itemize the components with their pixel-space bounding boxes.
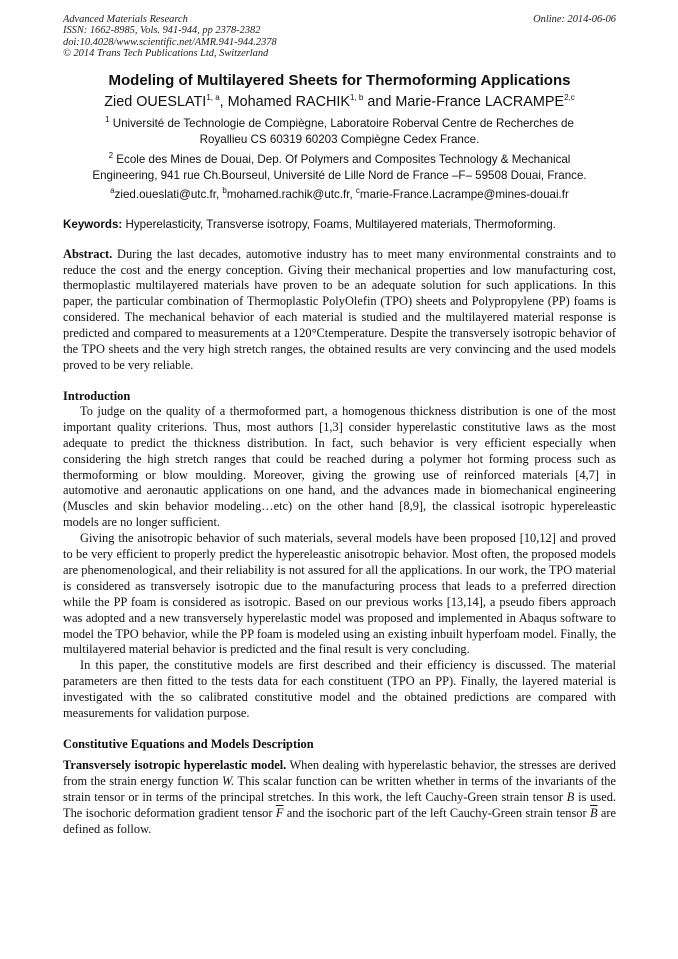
symbol-B: B	[566, 789, 575, 804]
journal-name: Advanced Materials Research	[63, 14, 188, 25]
constitutive-text-3: is used. The isochoric deformation gradient tensor	[63, 789, 616, 820]
doi-line: doi:10.4028/www.scientific.net/AMR.941-944.2378	[63, 36, 277, 48]
online-date: Online: 2014-06-06	[533, 14, 616, 25]
constitutive-text-5: are defined as follow.	[63, 805, 617, 836]
email-line	[63, 187, 616, 203]
introduction-paragraph-1: To judge on the quality of a thermoformed part, a homogenous thickness distribution is one of the most important quality criterions. Thus, most authors [1,3] consider hyperelastic constitutive laws as the most adequate to predict the thickness distribution. In fact, such behavior is very efficient especially when considering the high stretch ranges that could be reached during a polymer hot forming process such as thermoforming or blow moulding. Moreover, giving the growing use of reinforced materials [4,7] in automotive and aeronautic applications on one hand, and the advances made in biomechanical engineering (Muscles and skin behavior modeling…etc) on the other hand [8,9], the classical isotropic hypereleastic models are no longer sufficient.	[63, 403, 616, 530]
email-a[interactable]: zied.oueslati@utc.fr,	[114, 187, 223, 201]
abstract-label: Abstract.	[63, 246, 113, 261]
affiliation-1-line1: Université de Technologie de Compiègne, Laboratoire Roberval Centre de Recherches de	[109, 116, 574, 130]
author-2: , Mohamed RACHIK	[219, 93, 351, 110]
author-1-affil: 1, a	[206, 92, 220, 102]
keywords	[63, 217, 616, 233]
author-list	[63, 92, 616, 112]
affiliation-2	[63, 152, 616, 184]
symbol-F-bar: $\overline{F}$	[275, 805, 284, 820]
subsection-label: Transversely isotropic hyperelastic model.	[63, 758, 287, 772]
affiliation-1-line2: Royallieu CS 60319 60203 Compiègne Cedex France.	[199, 132, 480, 146]
author-3: and Marie-France LACRAMPE	[363, 93, 565, 110]
constitutive-text-4: and the isochoric part of the left Cauchy-Green strain tensor	[283, 805, 590, 820]
email-b[interactable]: mohamed.rachik@utc.fr,	[226, 187, 356, 201]
introduction-paragraph-3: In this paper, the constitutive models are first described and their efficiency is discussed. The material parameters are then fitted to the tests data for each constituent (TPO an PP). Finally, the layered material is investigated with the so calibrated constitutive model and the obtained predictions are compared with measurements for validation purpose.	[63, 658, 616, 721]
keywords-label: Keywords:	[63, 217, 123, 231]
symbol-W: W.	[222, 773, 235, 788]
constitutive-text-2: This scalar function can be written whether in terms of the invariants of the strain tensor or in terms of the principal stretches. In this work, the left Cauchy-Green strain tensor	[63, 773, 616, 804]
keywords-text: Hyperelasticity, Transverse isotropy, Foams, Multilayered materials, Thermoforming.	[122, 217, 556, 231]
copyright-line: © 2014 Trans Tech Publications Ltd, Switzerland	[63, 48, 269, 60]
issn-line: ISSN: 1662-8985, Vols. 941-944, pp 2378-2382	[63, 25, 261, 37]
affiliation-2-line2: Engineering, 941 rue Ch.Bourseul, Université de Lille Nord de France –F– 59508 Douai, France.	[92, 168, 587, 182]
abstract-text: During the last decades, automotive industry has to meet many environmental constraints and to reduce the cost and the energy conception. Giving their mechanical properties and low manufacturing cost, thermoplastic multilayered materials have proven to be an adequate solution for such applications. In this paper, the particular combination of Thermoplastic PolyOlefin (TPO) sheets and Polypropylene (PP) foams is considered. The mechanical behavior of each material is studied and the multilayered material response is predicted and compared to measurements at a 120°Ctemperature. Despite the transversely isotropic behavior of the TPO sheets and the very high stretch ranges, the obtained results are very convincing and the used models proved to be very reliable.	[63, 246, 616, 372]
constitutive-text-1: When dealing with hyperelastic behavior, the stresses are derived from the strain energy function	[63, 758, 616, 788]
email-c-mark: c	[355, 185, 360, 195]
affiliation-2-line1: Ecole des Mines de Douai, Dep. Of Polymers and Composites Technology & Mechanical	[113, 152, 571, 166]
constitutive-paragraph	[63, 758, 616, 838]
author-3-affil: 2,c	[564, 92, 575, 102]
affiliation-2-mark: 2	[108, 150, 114, 160]
author-1: Zied OUESLATI	[104, 93, 207, 110]
introduction-heading: Introduction	[63, 388, 131, 403]
author-2-affil: 1, b	[350, 92, 364, 102]
email-a-mark: a	[110, 185, 115, 195]
symbol-B-bar: $\overline{B}$	[589, 805, 598, 820]
affiliation-1-mark: 1	[105, 114, 110, 124]
paper-page	[63, 14, 616, 838]
email-c[interactable]: marie-France.Lacrampe@mines-douai.fr	[359, 187, 569, 201]
email-b-mark: b	[222, 185, 227, 195]
abstract	[63, 247, 616, 374]
journal-header	[63, 14, 616, 60]
paper-title: Modeling of Multilayered Sheets for Thermoforming Applications	[108, 71, 571, 89]
constitutive-heading: Constitutive Equations and Models Description	[63, 737, 314, 751]
introduction-paragraph-2: Giving the anisotropic behavior of such materials, several models have been proposed [10,12] and proved to be very efficient to properly predict the hypereleastic anisotropic behavior. Most often, the proposed models are phenomenological, and their reliability is not assured for all the applications. In our work, the TPO material is considered as transversely isotropic due to the manufacturing process that leads to a preferred direction while the PP foam is considered as isotropic. Based on our previous works [13,14], a pseudo fibers approach was adopted and a new transversely hyperelastic model was proposed and implemented in Abaqus software to model the TPO behavior, while the PP foam is modeled using an existing inbuilt hyperfoam model. Finally, the multilayered material behavior is predicted and the final result is very concluding.	[63, 531, 616, 657]
affiliation-1	[63, 116, 616, 148]
